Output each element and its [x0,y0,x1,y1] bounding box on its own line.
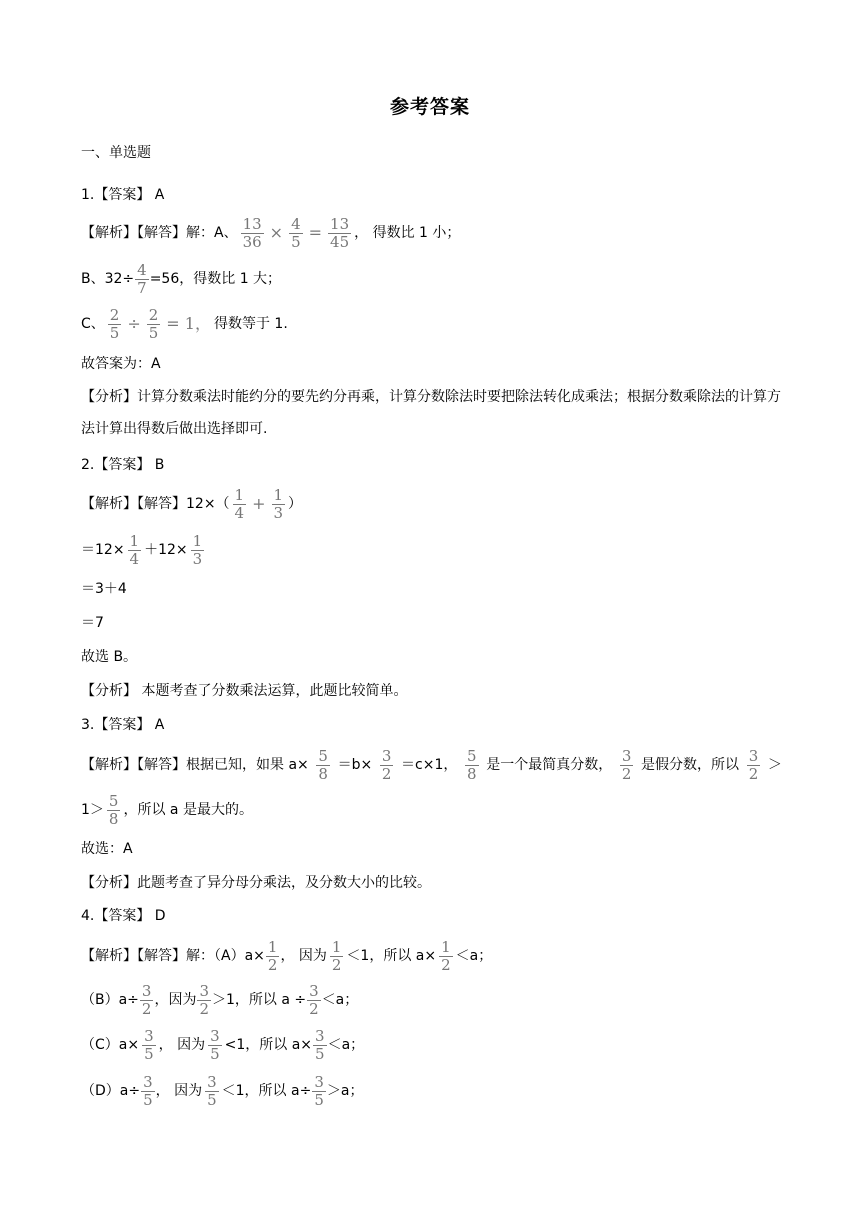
q2-step-result: ＝7 [81,615,104,631]
denominator: 2 [381,764,392,783]
text: =56，得数比 1 大； [149,271,282,287]
text: 【解析】【解答】根据已知，如果 a× [81,757,309,773]
text: ＜a； [327,1037,365,1053]
q2-solution-line-a [81,485,780,522]
fraction [316,746,330,783]
text: ， 因为 [280,948,327,964]
fraction [197,981,211,1018]
q2-analysis: 【分析】 本题考查了分数乘法运算，此题比较简单。 [81,683,408,699]
numerator: 13 [330,214,350,233]
denominator: 5 [109,323,120,342]
text: ＝b× [337,757,373,773]
denominator: 5 [210,1044,220,1063]
fraction [241,214,264,251]
text: （B）a÷ [81,992,139,1008]
denominator: 2 [199,999,210,1018]
denominator: 2 [621,764,632,783]
text: ） [288,496,303,512]
text: ＞ [767,757,782,773]
numerator: 1 [267,937,278,956]
numerator: 5 [318,746,328,765]
fraction [147,305,161,342]
fraction [307,981,321,1018]
denominator: 8 [108,809,119,828]
fraction [191,531,205,568]
text: 1＞ [81,802,104,818]
q4-option-d [81,1072,780,1109]
numerator: 1 [331,937,342,956]
q1-solution-line-b [81,260,780,297]
denominator: 5 [207,1090,217,1109]
denominator: 2 [141,999,152,1018]
text: ＋12× [144,542,188,558]
numerator: 4 [291,214,301,233]
numerator: 3 [210,1026,220,1045]
fraction [312,1072,326,1109]
equals: = [308,223,323,242]
text: 是一个最简真分数， [486,757,613,773]
numerator: 3 [748,746,759,765]
fraction [233,485,247,522]
numerator: 4 [137,260,147,279]
q1-solution-line-a [81,214,780,251]
text: B、32÷ [81,271,135,287]
q1-solution-line-c [81,305,780,342]
denominator: 5 [291,232,301,251]
fraction [328,214,351,251]
operator: ÷ [127,314,141,333]
text: <1，所以 a× [224,1037,313,1053]
numerator: 1 [129,531,140,550]
denominator: 5 [144,1044,154,1063]
denominator: 5 [314,1090,324,1109]
fraction [142,1026,156,1063]
fraction [272,485,286,522]
q3-analysis: 【分析】此题考查了异分母分乘法，及分数大小的比较。 [81,875,431,891]
numerator: 3 [207,1072,217,1091]
fraction [107,791,121,828]
q2-conclusion: 故选 B。 [81,649,138,665]
operator: × [269,223,284,242]
denominator: 3 [192,549,203,568]
q3-answer: 3.【答案】 A [81,717,165,733]
text: ＜a； [321,992,359,1008]
denominator: 2 [748,764,759,783]
numerator: 3 [309,981,319,1000]
numerator: 5 [467,746,477,765]
numerator: 3 [314,1072,324,1091]
denominator: 8 [318,764,328,783]
equals: = 1， [166,314,211,333]
text: ， 得数比 1 小； [354,225,461,241]
denominator: 36 [242,232,262,251]
numerator: 1 [273,485,284,504]
text: ＝c×1， [401,757,458,773]
numerator: 3 [315,1026,325,1045]
q1-conclusion: 故答案为：A [81,356,161,372]
denominator: 3 [273,503,284,522]
q2-solution-line-b [81,531,780,568]
fraction [465,746,479,783]
denominator: 2 [267,955,278,974]
numerator: 3 [143,1072,153,1091]
operator: + [252,494,266,513]
text: 是假分数，所以 [641,757,740,773]
text: （D）a÷ [81,1083,141,1099]
numerator: 5 [108,791,119,810]
q1-answer: 1.【答案】 A [81,187,165,203]
text: C、 [81,316,105,332]
text: ， 因为 [158,1037,206,1053]
numerator: 3 [144,1026,154,1045]
fraction [140,981,154,1018]
denominator: 8 [467,764,477,783]
fraction [108,305,122,342]
numerator: 1 [441,937,451,956]
denominator: 45 [330,232,350,251]
denominator: 5 [315,1044,325,1063]
text: ，因为 [154,992,197,1008]
q3-conclusion: 故选：A [81,841,133,857]
numerator: 3 [381,746,392,765]
denominator: 4 [129,549,140,568]
text: 【解析】【解答】12×（ [81,496,230,512]
fraction [266,937,280,974]
q3-solution-line-a [81,746,782,783]
q2-answer: 2.【答案】 B [81,457,165,473]
denominator: 5 [143,1090,153,1109]
numerator: 2 [109,305,120,324]
q2-step-sum: ＝3＋4 [81,581,127,597]
q4-option-b [81,981,780,1018]
text: 得数等于 1. [213,316,288,332]
fraction [330,937,344,974]
fraction [439,937,453,974]
fraction [289,214,303,251]
text: ＜1，所以 a× [346,948,437,964]
section-heading: 一、单选题 [81,145,151,161]
denominator: 2 [441,955,451,974]
numerator: 1 [192,531,203,550]
numerator: 2 [148,305,159,324]
fraction [128,531,142,568]
denominator: 4 [234,503,245,522]
text: （C）a× [81,1037,140,1053]
fraction [208,1026,222,1063]
q4-option-c [81,1026,780,1063]
text: ＜1，所以 a÷ [221,1083,312,1099]
fraction [141,1072,155,1109]
numerator: 13 [242,214,262,233]
text: ＞a； [326,1083,364,1099]
q4-option-a [81,937,780,974]
fraction [205,1072,219,1109]
fraction [313,1026,327,1063]
numerator: 3 [621,746,632,765]
q3-solution-line-b [81,791,780,828]
denominator: 2 [309,999,319,1018]
fraction [747,746,761,783]
text: ， 因为 [155,1083,203,1099]
numerator: 3 [141,981,152,1000]
denominator: 5 [148,323,159,342]
page-title: 参考答案 [389,96,470,118]
denominator: 2 [331,955,342,974]
text: ＞1，所以 a ÷ [212,992,307,1008]
fraction [135,260,149,297]
text: 【解析】【解答】解：（A）a× [81,948,265,964]
q4-answer: 4.【答案】 D [81,908,166,924]
numerator: 3 [199,981,210,1000]
text: 【解析】【解答】解：A、 [81,225,238,241]
fraction [380,746,394,783]
text: ＝12× [81,542,125,558]
text: ，所以 a 是最大的。 [123,802,253,818]
denominator: 7 [137,278,147,297]
fraction [620,746,634,783]
q1-analysis: 【分析】计算分数乘法时能约分的要先约分再乘，计算分数除法时要把除法转化成乘法；根据分数乘除法的计算方法计算出得数后做出选择即可. [81,389,781,437]
text: ＜a； [455,948,493,964]
numerator: 1 [234,485,245,504]
